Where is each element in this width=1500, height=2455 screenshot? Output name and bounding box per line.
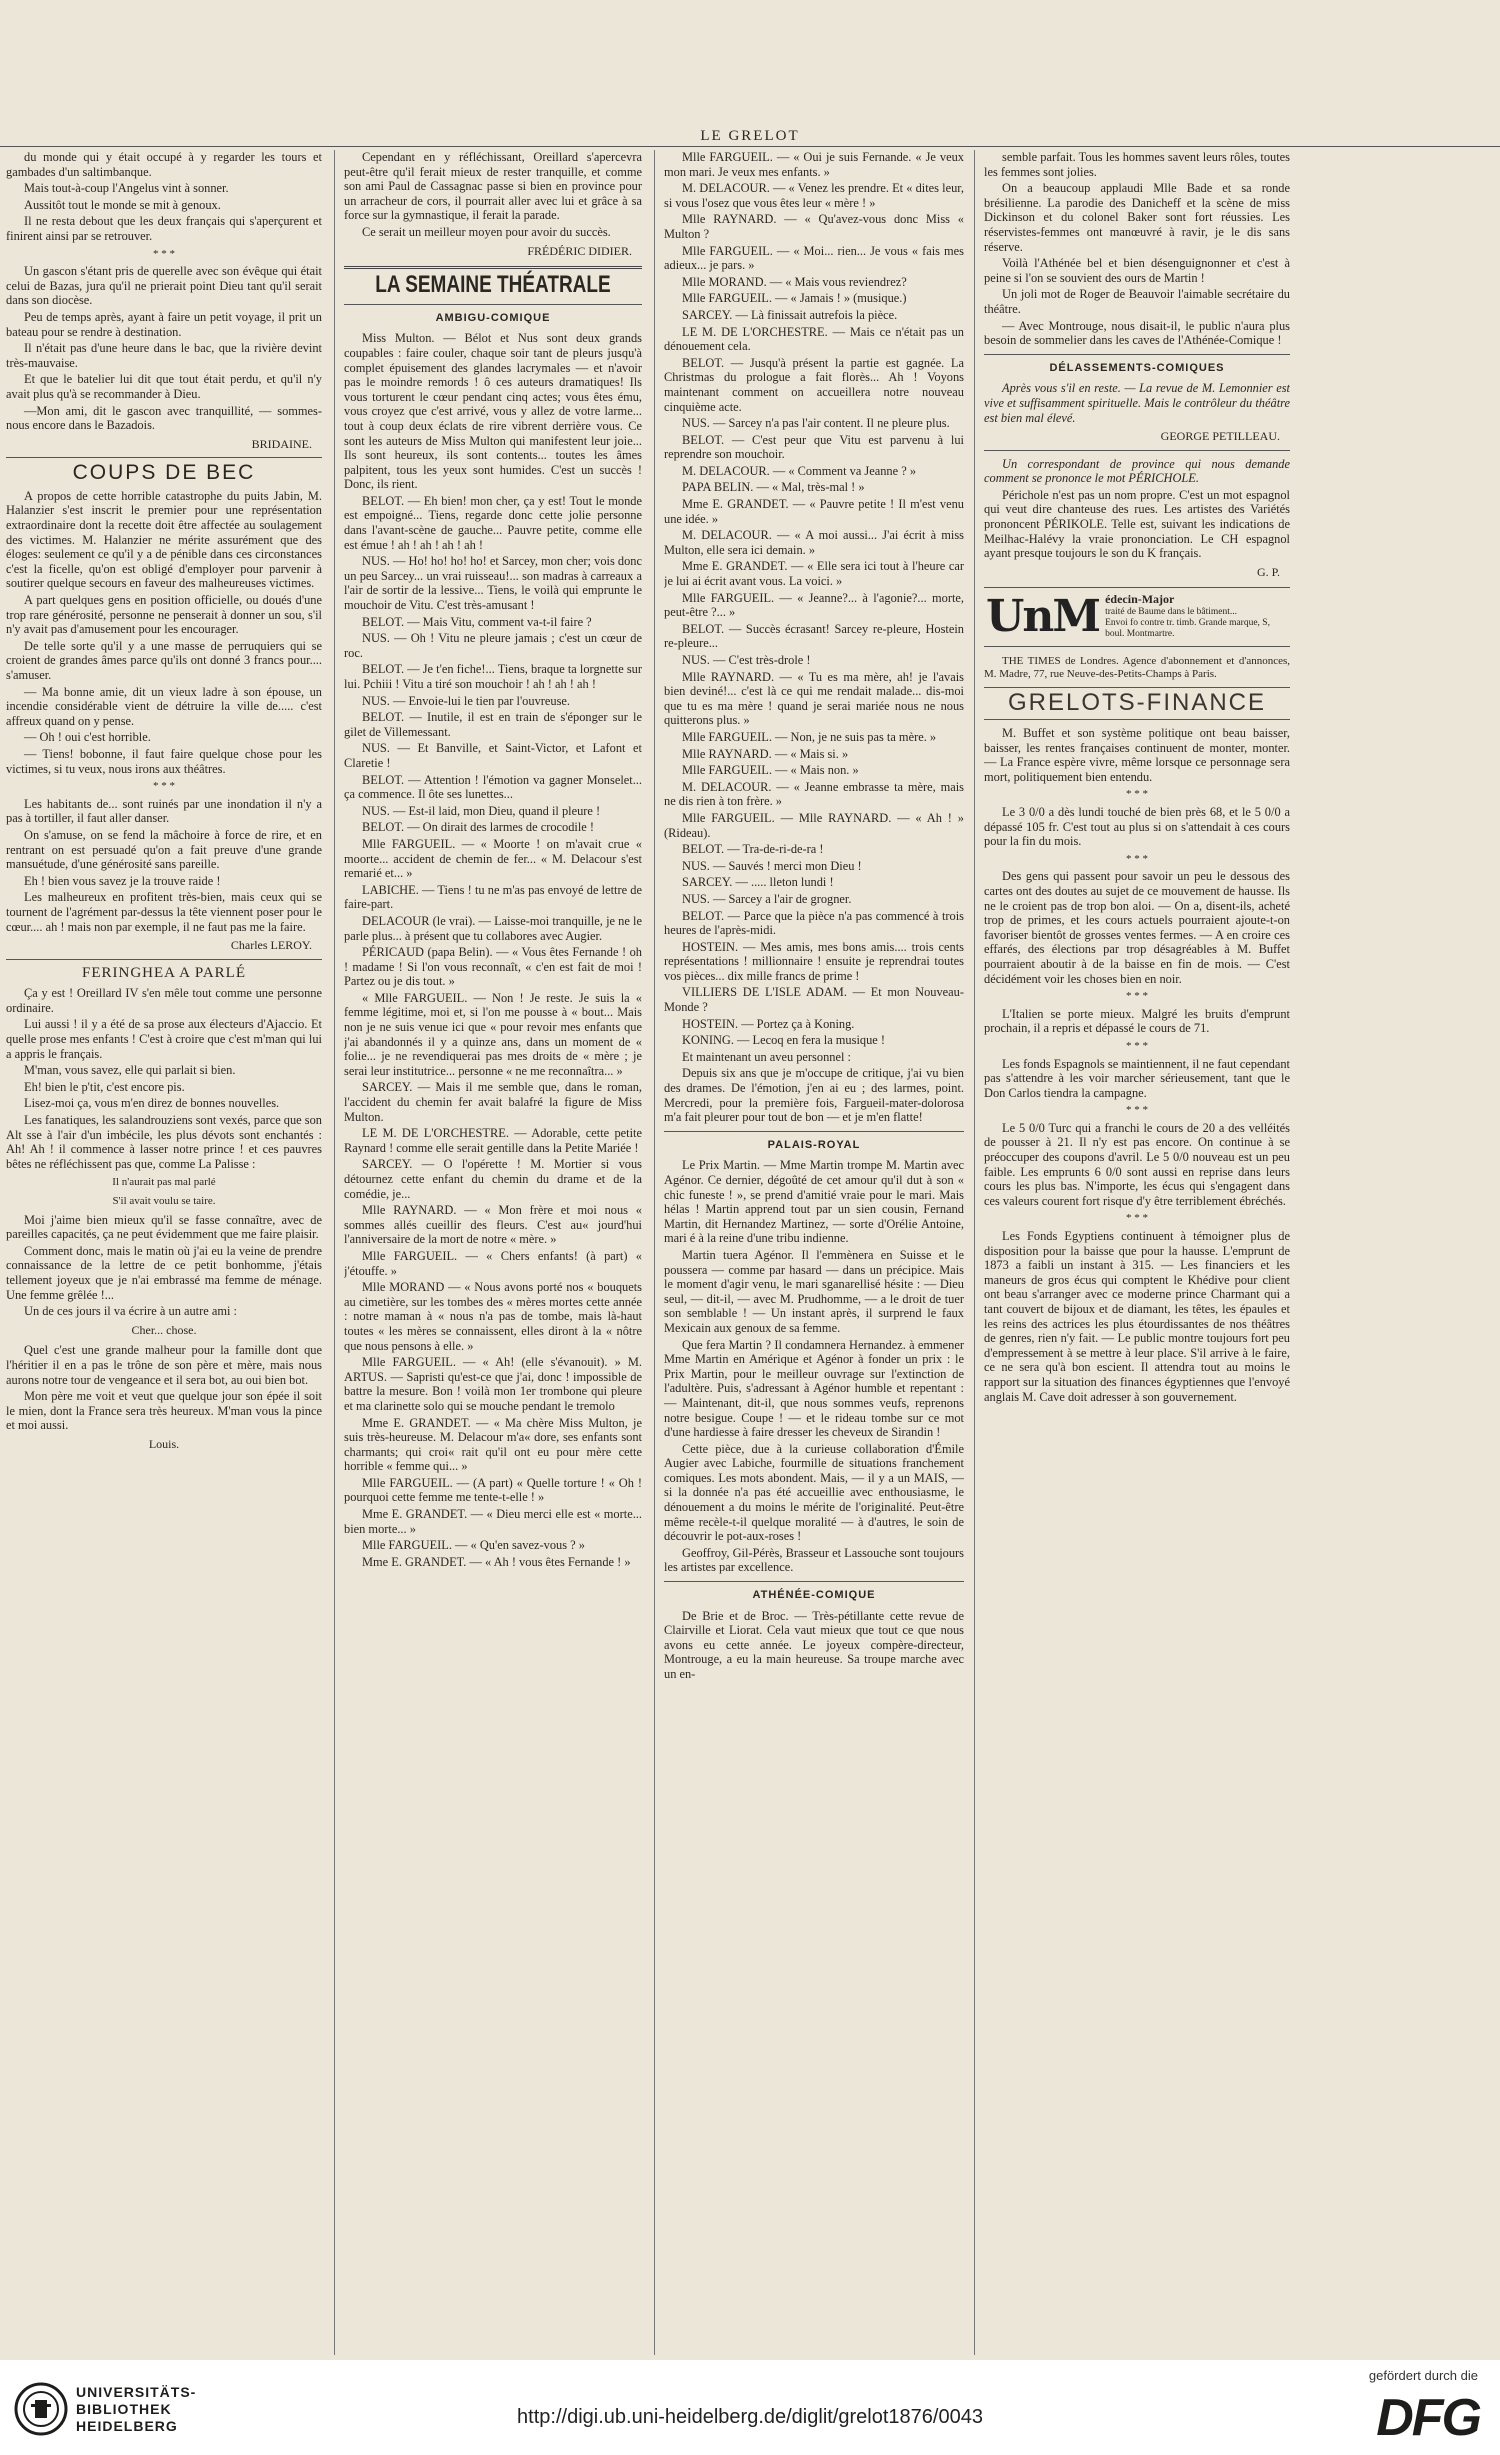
paragraph: — Oh ! oui c'est horrible. [24,730,151,745]
paragraph: Martin tuera Agénor. Il l'emmènera en Suisse et le poussera — comme par hasard — dans un précipice. Mais le moment d'agir venu, le mari sganarellisé hésite : — Dieu seul, — dit-il, — avec M. Prudhomme, — a le droit de tuer son semblable ! — Un instant après, il surprend le faux Mexicain aux genoux de sa femme. [664,1247,964,1335]
paragraph: KONING. — Lecoq en fera la musique ! [682,1033,885,1048]
subsection-title-ambigu: AMBIGU-COMIQUE [435,311,551,324]
paragraph: M. DELACOUR. — « Comment va Jeanne ? » [682,463,917,478]
divider [344,266,642,269]
paragraph: Les Fonds Egyptiens continuent à témoigner plus de disposition pour la baisse que pour la hausse. L'emprunt de 1873 a faibli un instant à 315. — Les financiers et les maneurs de gros écus qui comptent le Khédive pour client ont beau s'arranger avec ce moderne prince Charmant qui a tant couvert de bijoux et de diamant, les têtes, les épaules et les reins des actrices les plus étourdissantes de nos théâtres de genres, rien n'y fait. — Le public montre toujours fort peu d'empressement à se mettre à leur place. S'il arrive à le faire, ce ne sera qu'à bon escient. Il attendra tout au moins le rapport sur la situation des finances égyptiennes que l'envoyé anglais M. Cave doit adresser à son gouvernement. [984,1229,1290,1404]
paragraph: NUS. — Sarcey a l'air de grogner. [682,891,852,906]
dfg-logo: DFG [1376,2389,1480,2447]
paragraph: BELOT. — Je t'en fiche!... Tiens, braque ta lorgnette sur lui. Pchiii ! Vitu a tiré son mouchoir ! ah ! ah ! ah ! [344,662,642,691]
paragraph: M. Buffet et son système politique ont beau baisser, baisser, les rentes françaises continuent de monter, monter. — La France espère vivre, même lorsque ce personnage sera mort, politiquement bien entendu. [984,726,1290,784]
paragraph: — Tiens! bobonne, il faut faire quelque chose pour les victimes, si tu veux, nous irons aux théâtres. [6,746,322,776]
paragraph: Mlle RAYNARD. — « Qu'avez-vous donc Miss « Multon ? [664,212,964,241]
verse-line: S'il avait voulu se taire. [112,1195,216,1207]
paragraph: BELOT. — Attention ! l'émotion va gagner Monselet... ça commence. Il ôte ses lunettes... [344,772,642,802]
asterism: * * * [1126,852,1148,865]
section-title-grelots-finance: GRELOTS-FINANCE [1007,689,1267,717]
paragraph: VILLIERS DE L'ISLE ADAM. — Et mon Nouveau-Monde ? [664,985,964,1015]
paragraph: M. DELACOUR. — « Venez les prendre. Et « dites leur, si vous l'osez que vous êtes leur « mère ! » [664,181,964,210]
signature: G. P. [1256,564,1280,579]
asterism: * * * [153,780,175,793]
paragraph: HOSTEIN. — Mes amis, mes bons amis.... trois cents représentations ! millionnaire ! ensuite je reprendrai toutes vos pièces... dix mille francs de prime ! [664,939,964,983]
paragraph: A part quelques gens en position officielle, ou doués d'une trop rare générosité, personne ne penserait à donner un sou, s'il n'y avait pas d'amusement pour les encourager. [6,593,322,637]
paragraph: Mlle FARGUEIL. — (A part) « Quelle torture ! « Oh ! pourquoi cette femme me tente-t-elle ! » [344,1475,642,1505]
paragraph: Mlle FARGUEIL. — « Chers enfants! (à part) « j'étouffe. » [344,1248,642,1278]
signature: Louis. [148,1436,180,1451]
signature: Charles LEROY. [230,938,312,953]
paragraph: LE M. DE L'ORCHESTRE. — Adorable, cette petite Raynard ! comme elle serait gentille dans la Petite Mariée ! [344,1126,642,1155]
paragraph: PAPA BELIN. — « Mal, très-mal ! » [682,480,865,495]
paragraph: Comment donc, mais le matin où j'ai eu la veine de prendre connaissance de la lettre de ce petit bonhomme, j'étais tellement joyeux que je n'ai embrassé ma femme de ménage. Une femme grêlée !... [6,1243,322,1302]
paragraph: DELACOUR (le vrai). — Laisse-moi tranquille, je ne le parle plus... à présent que tu collabores avec Augier. [344,913,642,943]
paragraph: Mlle RAYNARD. — « Tu es ma mère, ah! je l'avais bien deviné!... c'est là ce qui me rendait malade... dis-moi que tu es ma mère ! quand je serai mariée nous ne nous quitterons plus. » [664,669,964,728]
paragraph: NUS. — Sarcey n'a pas l'air content. Il ne pleure plus. [682,416,950,431]
advertisement-headline: édecin-Major [1105,592,1175,607]
subsection-title-athenee: ATHÉNÉE-COMIQUE [752,1589,876,1602]
asterism: * * * [153,247,175,260]
paragraph: Mlle FARGUEIL. — « Jamais ! » (musique.) [682,291,907,306]
divider [984,719,1290,720]
paragraph: Mlle FARGUEIL. — « Moorte ! on m'avait crue « moorte... accident de chemin de fer... « M. Delacour s'est remarié et... » [344,836,642,881]
paragraph: Il n'était pas d'une heure dans le bac, que la rivière devint très-mauvaise. [6,341,322,370]
paragraph: Et que le batelier lui dit que tout était perdu, et qu'il n'y avait plus qu'à se recommander à Dieu. [6,372,322,401]
paragraph: NUS. — Oh ! Vitu ne pleure jamais ; c'est un cœur de roc. [344,631,642,660]
paragraph: Ce serait un meilleur moyen pour avoir du succès. [362,224,611,239]
digitization-footer [0,2360,1500,2455]
letter-salutation: Cher... chose. [131,1322,197,1337]
paragraph: M'man, vous savez, elle qui parlait si bien. [24,1063,236,1078]
signature: BRIDAINE. [251,436,312,451]
paragraph: Mlle FARGUEIL. — « Oui je suis Fernande. « Je veux mon mari. Je veux mes enfants. » [664,150,964,179]
section-title-coups-de-bec: COUPS DE BEC [72,461,256,485]
paragraph: De Brie et de Broc. — Très-pétillante cette revue de Clairville et Liorat. Cela vaut mieux que tout ce que nous avons eu cette année. Le joyeux compère-directeur, Montrouge, a eu la main heureuse. Sa troupe marche avec un en- [664,1608,964,1681]
header-rule [0,146,1500,147]
paragraph: LE M. DE L'ORCHESTRE. — Mais ce n'était pas un dénouement cela. [664,324,964,354]
paragraph: Les fanatiques, les salandrouziens sont vexés, parce que son Alt sse à l'air d'un imbécile, les plus dévots sont enchantés : Ah! Ah ! il commence à lasser notre prince ! et ces pauvres bêtes ne réfléchissent pas que, comme La Palisse : [6,1113,322,1171]
divider [6,959,322,960]
paragraph: Mlle RAYNARD. — « Mon frère et moi nous « sommes allés cueillir des fleurs. C'est au« jourd'hui l'anniversaire de la mort de notre « mère. » [344,1203,642,1247]
paragraph: L'Italien se porte mieux. Malgré les bruits d'emprunt prochain, il a repris et dépassé le cours de 71. [984,1006,1290,1036]
paragraph: Que fera Martin ? Il condamnera Hernandez. à emmener Mme Martin en Amérique et Agénor à fonder un prix : le Prix Martin, pour le meilleur ouvrage sur l'extinction de l'adultère. Puis, s'adressant à Agénor humble et repentant : — Maintenant, dit-il, que nous sommes veufs, reprenons notre besigue. Coupe ! — et le rideau tombe sur ce mot d'une hardiesse à faire dresser les cheveux de Sirandin ! [664,1337,964,1440]
paragraph: Mlle FARGUEIL. — « Moi... rien... Je vous « fais mes adieux... je pars. » [664,243,964,273]
paragraph: Lisez-moi ça, vous m'en direz de bonnes nouvelles. [24,1096,280,1111]
paragraph: Cette pièce, due à la curieuse collaboration d'Émile Augier avec Labiche, fourmille de situations franchement comiques. Les mots abondent. Mais, — il y a un MAIS, — si la donnée n'a pas été accueillie avec enthousiasme, le dénouement a du moins le mérite de l'originalité. Peut-être même recèle-t-il quelque moralité — à d'autres, le soin de découvrir le pot-aux-roses ! [664,1441,964,1544]
paragraph: LABICHE. — Tiens ! tu ne m'as pas envoyé de lettre de faire-part. [344,882,642,912]
paragraph: Cependant en y réfléchissant, Oreillard s'apercevra peut-être qu'il ferait mieux de rester tranquille, et comme son ami Paul de Cassagnac passe si bien en province pour un arracheur de cors, il pourrait aller avec lui et grâce à sa force sur la gymnastique, il ferait la parade. [344,150,642,223]
paragraph: BELOT. — Inutile, il est en train de s'éponger sur le gilet de Villemessant. [344,710,642,739]
paragraph: BELOT. — Succès écrasant! Sarcey re-pleure, Hostein re-pleure... [664,621,964,651]
section-title-feringhea: FERINGHEA A PARLÉ [82,964,246,981]
paragraph: Mlle FARGUEIL. — Mlle RAYNARD. — « Ah ! » (Rideau). [664,810,964,840]
paragraph: Les malheureux en profitent très-bien, mais ceux qui se tournent de l'agrément par-dessus la tête viennent poser pour le cœur.... ah ! mais non par exemple, il ne faut pas me la faire. [6,890,322,934]
paragraph: Depuis six ans que je m'occupe de critique, j'ai vu bien des drames. De l'émotion, j'en ai eu ; des larmes, point. Mercredi, pour la première fois, Fargueil-mater-dolorosa m'a fait pleurer pour tout de bon — et je m'en flatte! [664,1066,964,1125]
advertisement-medecin-major [984,587,1290,647]
column-1 [6,150,322,2355]
paragraph: Mme E. GRANDET. — « Ma chère Miss Multon, je suis très-heureuse. M. Delacour m'a« dore, ses enfants sont charmants; qui croi« rait qu'il ont eu pour mère cette horrible « femme qui... » [344,1415,642,1474]
paragraph: Périchole n'est pas un nom propre. C'est un mot espagnol qui veut dire chanteuse des rues. Les artistes des Variétés prononcent PÉRIKOLE. Telle est, suivant les indications de Meilhac-Halévy la vraie prononciation. Le CH espagnol ayant presque toujours le son du K français. [984,487,1290,561]
divider [664,1581,964,1582]
column-rule [654,150,655,2355]
paragraph: Mme E. GRANDET. — « Elle sera ici tout à l'heure car je lui ai écrit avant vous. La voici. » [664,559,964,589]
divider [984,687,1290,688]
advertisement-times: THE TIMES de Londres. Agence d'abonnement et d'annonces, M. Madre, 77, rue Neuve-des-Petits-Champs à Paris. [984,655,1290,681]
paragraph: NUS. — Envoie-lui le tien par l'ouvreuse. [362,693,571,708]
funding-note: gefördert durch die [1368,2368,1478,2383]
source-url[interactable]: http://digi.ub.uni-heidelberg.de/diglit/grelot1876/0043 [517,2406,983,2428]
paragraph: Mais tout-à-coup l'Angelus vint à sonner. [24,181,229,196]
paragraph: Moi j'aime bien mieux qu'il se fasse connaître, avec de pareilles capacités, ça ne peut évidemment que me faire plaisir. [6,1212,322,1242]
paragraph: SARCEY. — Mais il me semble que, dans le roman, l'accident du chemin fer avait balafré la figure de Miss Multon. [344,1080,642,1124]
paragraph: BELOT. — Jusqu'à présent la partie est gagnée. La Christmas du prologue a fait florès... Ah ! Voyons maintenant comment on accueillera notre nouveau cinquième acte. [664,355,964,414]
divider [344,304,642,305]
asterism: * * * [1126,788,1148,801]
paragraph: SARCEY. — O l'opérette ! M. Mortier si vous détournez cette enfant du chemin du drame et de la comédie, je... [344,1157,642,1201]
paragraph: PÉRICAUD (papa Belin). — « Vous êtes Fernande ! oh ! madame ! Si l'on vous reconnaît, « c'en est fait de moi ! Partez ou je dis tout. » [344,945,642,989]
library-name-line: BIBLIOTHEK [76,2401,172,2417]
paragraph: Eh! bien le p'tit, c'est encore pis. [24,1079,185,1094]
divider [984,450,1290,451]
paragraph: Les habitants de... sont ruinés par une inondation il n'y a pas à tortiller, il faut aller danser. [6,796,322,826]
verse-line: Il n'aurait pas mal parlé [112,1176,216,1189]
advertisement-line: traité de Baume dans le bâtiment... [1105,607,1237,618]
paragraph: BELOT. — Eh bien! mon cher, ça y est! Tout le monde est empoigné... Tiens, regarde donc cette jolie personne dans l'avant-scène de gauche... Pauvre petite, comme elle est émue ! ah ! ah ! ah ! ah ! [344,493,642,552]
paragraph: Le 5 0/0 Turc qui a franchi le cours de 20 a des velléités de pousser à 21. Il n'y est pas encore. On continue à se préoccuper des coupons d'avril. Le 5 0/0 nouveau est un peu faible. Les emprunts 6 0/0 sont aussi en reprise dans leurs cours les plus bas. N'importe, les écus qui s'engagent dans ces valeurs courent fort risque d'y être terriblement ébréchés. [984,1120,1290,1208]
paragraph: Mme E. GRANDET. — « Dieu merci elle est « morte... bien morte... » [344,1507,642,1536]
divider [6,457,322,458]
paragraph: M. DELACOUR. — « Jeanne embrasse ta mère, mais ne dis rien à ton frère. » [664,779,964,809]
library-name-line: HEIDELBERG [76,2418,178,2434]
column-2 [344,150,642,2355]
signature: FRÉDÉRIC DIDIER. [527,243,632,258]
paragraph: —Mon ami, dit le gascon avec tranquillité, — sommes-nous encore dans le Bazadois. [6,403,322,433]
paragraph: BELOT. — Mais Vitu, comment va-t-il faire ? [362,614,592,629]
section-title-semaine-theatrale: LA SEMAINE THÉATRALE [375,272,611,299]
signature: GEORGE PETILLEAU. [1160,429,1280,444]
paragraph: Le Prix Martin. — Mme Martin trompe M. Martin avec Agénor. Ce dernier, dégoûté de cet amour qu'il dut à son « chic funeste ! », se prend d'amitié vraie pour le mari. Mais hélas ! Martin apprend tout par un sien cousin, Fernand Martin, dit Hernandez Martinez, — sorte d'Orélie Antoine, mari é à la reine d'une tribu indienne. [664,1158,964,1246]
paragraph: BELOT. — C'est peur que Vitu est parvenu à lui reprendre son mouchoir. [664,432,964,462]
column-rule [334,150,335,2355]
paragraph: NUS. — C'est très-drole ! [682,653,811,667]
paragraph: Il ne resta debout que les deux français qui s'aperçurent et finirent ainsi par se retrouver. [6,214,322,243]
paragraph: Mlle RAYNARD. — « Mais si. » [682,746,849,761]
paragraph: Le 3 0/0 a dès lundi touché de bien près 68, et le 5 0/0 a dépassé 105 fr. C'est tout au plus si on s'attendait à ces cours pour la fin du mois. [984,805,1290,849]
paragraph: SARCEY. — ..... lleton lundi ! [682,875,834,890]
paragraph: Mlle FARGUEIL. — « Qu'en savez-vous ? » [362,1538,585,1553]
paragraph: BELOT. — Parce que la pièce n'a pas commencé à trois heures de l'après-midi. [664,908,964,938]
paragraph: semble parfait. Tous les hommes savent leurs rôles, toutes les femmes sont jolies. [984,150,1290,179]
divider [664,1131,964,1132]
paragraph: Peu de temps après, ayant à faire un petit voyage, il prit un bateau pour se rendre à destination. [6,309,322,339]
paragraph: SARCEY. — Là finissait autrefois la pièce. [682,307,898,322]
paragraph: Mlle MORAND — « Nous avons porté nos « bouquets au cimetière, sur les tombes des « mères mortes cette année : notre maman à « nous n'a pas de tombe, mais là-haut toutes « les mères se connaissent, elles diront à la « nôtre que nous pensons à elle. » [344,1280,642,1353]
paragraph: Après vous s'il en reste. — La revue de M. Lemonnier est vive et suffisamment spirituelle. Mais le contrôleur du théâtre est bien mal élevé. [984,381,1290,425]
paragraph: Un correspondant de province qui nous demande comment se prononce le mot PÉRICHOLE. [984,456,1290,486]
paragraph: Aussitôt tout le monde se mit à genoux. [24,197,221,212]
paragraph: A propos de cette horrible catastrophe du puits Jabin, M. Halanzier s'est inscrit le premier pour une représentation extraordinaire dont la recette doit être affectée au soulagement des victimes. M. Halanzier ne mérite assurément que des éloges: seulement ce qu'il y a de pénible dans ces circonstances c'est la ficelle, qu'on est obligé d'employer pour parvenir à soutirer quelque secours en faveur des malheureuses victimes. [6,488,322,591]
paragraph: On a beaucoup applaudi Mlle Bade et sa ronde brésilienne. La parodie des Danicheff et la scène de miss Dickinson et du colonel Baker sont fort réussies. Les réservistes-femmes ont manœuvré à ravir, je le dis sans réserve. [984,181,1290,254]
paragraph: On s'amuse, on se fend la mâchoire à force de rire, et en rentrant on est persuadé qu'on a fait preuve d'une grande mansuétude, d'une générosité sans pareille. [6,827,322,872]
paragraph: Ça y est ! Oreillard IV s'en mêle tout comme une personne ordinaire. [6,986,322,1015]
paragraph: Un de ces jours il va écrire à un autre ami : [24,1304,237,1319]
paragraph: Un joli mot de Roger de Beauvoir l'aimable secrétaire du théâtre. [984,287,1290,316]
paragraph: Miss Multon. — Bélot et Nus sont deux grands coupables : faire couler, chaque soir tant de pleurs jusqu'à complet épuisement des glandes lacrymales — et n'avoir pas le moindre remords ! ô ces auteurs dramatiques! Ils vous torturent le cœur pendant cinq actes; vous êtes ému, vous croyez que c'est arrivé, vous y allez de votre larme... tout à coup deux éclats de rire vibrent derrière vous. Ce sont les auteurs de Miss Multon qui manifestent leur joie... Ils sont heureux, ils sont contents... toutes les âmes palpitent, tous les yeux sont humides. C'est un succès ! Donc, ils rient. [344,331,642,492]
subsection-title-palais-royal: PALAIS-ROYAL [767,1138,861,1151]
paragraph: NUS. — Ho! ho! ho! ho! et Sarcey, mon cher; vois donc un peu Sarcey... un vrai ruisseau!... son madras à carreaux a l'air de sortir de la lessive... Tiens, le voilà qui emprunte le mouchoir de Vitu. C'est très-amusant ! [344,554,642,613]
paragraph: De telle sorte qu'il y a une masse de perruquiers qui se croient de grandes âmes parce qu'ils ont donné 3 francs pour.... s'amuser. [6,638,322,682]
paragraph: du monde qui y était occupé à y regarder les tours et gambades d'un saltimbanque. [6,150,322,179]
column-4 [984,150,1290,2355]
paragraph: Mlle FARGUEIL. — « Ah! (elle s'évanouit). » M. ARTUS. — Sapristi qu'est-ce que j'ai, donc ! impossible de battre la mesure. Bon ! voilà mon 1er trombone qui pleure et ma clarinette solo qui se mouche pendant le tremolo [344,1355,642,1413]
column-3 [664,150,964,2355]
paragraph: NUS. — Sauvés ! merci mon Dieu ! [682,858,862,873]
divider [984,354,1290,355]
paragraph: Eh ! bien vous savez je la trouve raide ! [24,873,221,888]
advertisement-logo: UnM [986,591,1100,643]
paragraph: Mon père me voit et veut que quelque jour son épée il soit le mien, dont la France sera très heureux. M'man vous la pince et moi aussi. [6,1389,322,1433]
ambigu-dialogue [344,331,642,1569]
paragraph: Quel c'est une grande malheur pour la famille dont que l'héritier il en a pas le trône de son père et mère, mais nous aurons notre tour de vengeance et il sera bot, au oui bien bot. [6,1343,322,1387]
paragraph: Un gascon s'étant pris de querelle avec son évêque qui était celui de Bazas, jura qu'il ne prierait point Dieu tant qu'il serait dans son diocèse. [6,264,322,308]
asterism: * * * [1126,1104,1148,1117]
paragraph: Et maintenant un aveu personnel : [682,1049,851,1064]
paragraph: Lui aussi ! il y a été de sa prose aux électeurs d'Ajaccio. Et quelle prose mes enfants ! C'est à croire que c'est m'man qui lui a appris le français. [6,1017,322,1061]
library-name-line: UNIVERSITÄTS- [76,2384,197,2400]
column-rule [974,150,975,2355]
paragraph: Geoffroy, Gil-Pérès, Brasseur et Lassouche sont toujours les artistes par excellence. [664,1545,964,1575]
paragraph: Mlle FARGUEIL. — « Jeanne?... à l'agonie?... morte, peut-être ?... » [664,590,964,620]
col1-intro [6,150,322,244]
asterism: * * * [1126,1039,1148,1052]
subsection-title-delassements: DÉLASSEMENTS-COMIQUES [1049,361,1225,374]
paragraph: Mme E. GRANDET. — « Pauvre petite ! Il m'est venu une idée. » [664,497,964,526]
paragraph: NUS. — Est-il laid, mon Dieu, quand il pleure ! [362,803,601,818]
paragraph: Mlle MORAND. — « Mais vous reviendrez? [682,274,907,289]
asterism: * * * [1126,990,1148,1003]
paragraph: M. DELACOUR. — « A moi aussi... J'ai écrit à miss Multon, elle sera ici demain. » [664,528,964,557]
paragraph: Voilà l'Athénée bel et bien désenguignonner et c'est à peine si l'on se souvient des ours de Martin ! [984,256,1290,285]
paragraph: Des gens qui passent pour savoir un peu le dessous des cartes ont des doutes au sujet de ce mouvement de hausse. Ils ne le croient pas de trop bon aloi. — On a, disent-ils, acheté trop de primes, et les cours actuels pourraient ajoute-t-on favoriser bientôt de grosses ventes fermes. — A en croire ces effarés, des élections par trop désagréables à M. Buffet pourraient aboutir à de la baisse en fin de mois. — C'est décidément voir les choses bien en noir. [984,869,1290,986]
advertisement-line: Envoi fo contre tr. timb. Grande marque, S, boul. Montmartre. [1105,618,1270,640]
paragraph: BELOT. — Tra-de-ri-de-ra ! [682,842,824,857]
paragraph: Mlle FARGUEIL. — « Mais non. » [682,763,859,778]
paragraph: Mme E. GRANDET. — « Ah ! vous êtes Fernande ! » [362,1554,631,1569]
asterism: * * * [1126,1212,1148,1225]
paragraph: « Mlle FARGUEIL. — Non ! Je reste. Je suis la « femme légitime, moi et, si l'on me pousse à « bout... Mais non je ne suis venue ici que « pour revoir mes enfants que j'ai abandonnés il y a quinze ans, dans un moment de « folie... je ne revendiquerai pas mes droits de « mère ; je serai leur institutrice... personne « ne me reconnaîtra... » [344,990,642,1078]
paragraph: — Avec Montrouge, nous disait-il, le public n'aura plus besoin de sommelier dans les caves de l'Athénée-Comique ! [984,318,1290,348]
paragraph: NUS. — Et Banville, et Saint-Victor, et Lafont et Claretie ! [344,741,642,770]
paragraph: BELOT. — On dirait des larmes de crocodile ! [362,820,595,835]
masthead: LE GRELOT [700,128,800,144]
paragraph: — Ma bonne amie, dit un vieux ladre à son épouse, un incendie considérable vient de détruire la ville de..... c'est affreux quand on y pense. [6,684,322,728]
paragraph: HOSTEIN. — Portez ça à Koning. [682,1016,855,1031]
paragraph: Mlle FARGUEIL. — Non, je ne suis pas ta mère. » [682,729,937,744]
paragraph: Les fonds Espagnols se maintiennent, il ne faut cependant pas s'attendre à les voir marcher sérieusement, tant que le Don Carlos tiendra la campagne. [984,1056,1290,1100]
advertisement-text [1105,594,1288,640]
